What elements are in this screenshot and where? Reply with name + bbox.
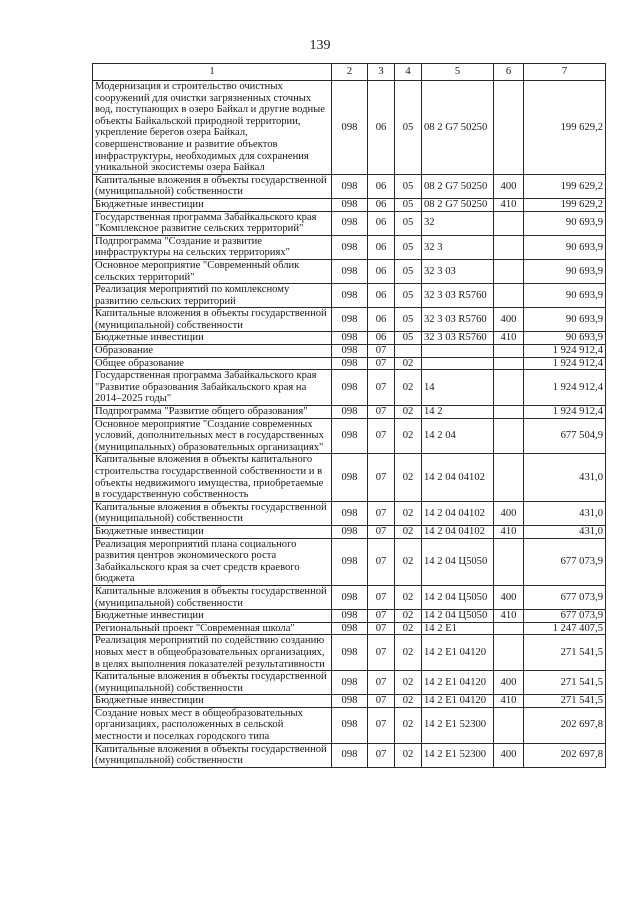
subsection-code-cell: 02 bbox=[395, 585, 422, 609]
expense-type-cell bbox=[494, 418, 524, 454]
amount-cell: 202 697,8 bbox=[524, 743, 606, 767]
table-row bbox=[93, 538, 606, 585]
amount-cell: 1 924 912,4 bbox=[524, 357, 606, 370]
table-row bbox=[93, 418, 606, 454]
expense-type-cell bbox=[494, 622, 524, 635]
expense-type-cell: 400 bbox=[494, 743, 524, 767]
row-name-cell: Общее образование bbox=[93, 357, 332, 370]
grbs-code-cell: 098 bbox=[332, 743, 368, 767]
row-name-cell: Бюджетные инвестиции bbox=[93, 610, 332, 623]
table-row bbox=[93, 235, 606, 259]
expense-type-cell: 400 bbox=[494, 585, 524, 609]
table-row bbox=[93, 357, 606, 370]
amount-cell: 431,0 bbox=[524, 454, 606, 501]
target-article-cell: 14 2 E1 52300 bbox=[422, 743, 494, 767]
grbs-code-cell: 098 bbox=[332, 81, 368, 175]
section-code-cell: 07 bbox=[368, 610, 395, 623]
target-article-cell bbox=[422, 345, 494, 358]
grbs-code-cell: 098 bbox=[332, 501, 368, 525]
target-article-cell: 14 2 E1 52300 bbox=[422, 707, 494, 743]
table-row bbox=[93, 585, 606, 609]
expense-type-cell bbox=[494, 259, 524, 283]
table-row bbox=[93, 332, 606, 345]
grbs-code-cell: 098 bbox=[332, 671, 368, 695]
subsection-code-cell: 02 bbox=[395, 525, 422, 538]
section-code-cell: 06 bbox=[368, 308, 395, 332]
section-code-cell: 07 bbox=[368, 454, 395, 501]
target-article-cell: 14 2 04 Ц5050 bbox=[422, 538, 494, 585]
grbs-code-cell: 098 bbox=[332, 622, 368, 635]
subsection-code-cell: 02 bbox=[395, 418, 422, 454]
amount-cell: 271 541,5 bbox=[524, 671, 606, 695]
subsection-code-cell: 05 bbox=[395, 235, 422, 259]
column-header: 5 bbox=[422, 64, 494, 81]
row-name-cell: Капитальные вложения в объекты государственной (муниципальной) собственности bbox=[93, 671, 332, 695]
grbs-code-cell: 098 bbox=[332, 332, 368, 345]
table-row bbox=[93, 308, 606, 332]
target-article-cell: 14 2 04 04102 bbox=[422, 454, 494, 501]
expense-type-cell: 410 bbox=[494, 198, 524, 211]
amount-cell: 271 541,5 bbox=[524, 635, 606, 671]
table-row bbox=[93, 635, 606, 671]
row-name-cell: Бюджетные инвестиции bbox=[93, 525, 332, 538]
section-code-cell: 07 bbox=[368, 538, 395, 585]
amount-cell: 1 924 912,4 bbox=[524, 370, 606, 406]
subsection-code-cell: 02 bbox=[395, 357, 422, 370]
grbs-code-cell: 098 bbox=[332, 198, 368, 211]
section-code-cell: 07 bbox=[368, 357, 395, 370]
row-name-cell: Региональный проект "Современная школа" bbox=[93, 622, 332, 635]
amount-cell: 199 629,2 bbox=[524, 174, 606, 198]
table-row bbox=[93, 174, 606, 198]
amount-cell: 1 247 407,5 bbox=[524, 622, 606, 635]
target-article-cell: 14 2 E1 bbox=[422, 622, 494, 635]
table-row bbox=[93, 743, 606, 767]
row-name-cell: Реализация мероприятий по комплексному развитию сельских территорий bbox=[93, 284, 332, 308]
target-article-cell: 08 2 G7 50250 bbox=[422, 174, 494, 198]
section-code-cell: 07 bbox=[368, 418, 395, 454]
target-article-cell: 14 2 E1 04120 bbox=[422, 671, 494, 695]
amount-cell: 1 924 912,4 bbox=[524, 406, 606, 419]
row-name-cell: Бюджетные инвестиции bbox=[93, 695, 332, 708]
expense-type-cell bbox=[494, 406, 524, 419]
section-code-cell: 07 bbox=[368, 525, 395, 538]
section-code-cell: 07 bbox=[368, 695, 395, 708]
subsection-code-cell: 02 bbox=[395, 635, 422, 671]
subsection-code-cell: 05 bbox=[395, 174, 422, 198]
grbs-code-cell: 098 bbox=[332, 454, 368, 501]
subsection-code-cell: 02 bbox=[395, 743, 422, 767]
amount-cell: 1 924 912,4 bbox=[524, 345, 606, 358]
row-name-cell: Капитальные вложения в объекты государственной (муниципальной) собственности bbox=[93, 174, 332, 198]
section-code-cell: 06 bbox=[368, 259, 395, 283]
row-name-cell: Подпрограмма "Развитие общего образования" bbox=[93, 406, 332, 419]
table-row bbox=[93, 259, 606, 283]
amount-cell: 271 541,5 bbox=[524, 695, 606, 708]
section-code-cell: 06 bbox=[368, 198, 395, 211]
expense-type-cell: 410 bbox=[494, 610, 524, 623]
subsection-code-cell: 02 bbox=[395, 622, 422, 635]
expense-type-cell bbox=[494, 81, 524, 175]
grbs-code-cell: 098 bbox=[332, 525, 368, 538]
expense-type-cell: 400 bbox=[494, 174, 524, 198]
expense-type-cell bbox=[494, 357, 524, 370]
subsection-code-cell: 02 bbox=[395, 707, 422, 743]
table-row bbox=[93, 370, 606, 406]
subsection-code-cell: 05 bbox=[395, 259, 422, 283]
grbs-code-cell: 098 bbox=[332, 635, 368, 671]
grbs-code-cell: 098 bbox=[332, 235, 368, 259]
expense-type-cell bbox=[494, 345, 524, 358]
grbs-code-cell: 098 bbox=[332, 211, 368, 235]
table-row bbox=[93, 345, 606, 358]
section-code-cell: 06 bbox=[368, 211, 395, 235]
section-code-cell: 06 bbox=[368, 284, 395, 308]
grbs-code-cell: 098 bbox=[332, 707, 368, 743]
amount-cell: 202 697,8 bbox=[524, 707, 606, 743]
table-row bbox=[93, 610, 606, 623]
amount-cell: 677 504,9 bbox=[524, 418, 606, 454]
target-article-cell: 14 bbox=[422, 370, 494, 406]
target-article-cell: 14 2 E1 04120 bbox=[422, 695, 494, 708]
row-name-cell: Модернизация и строительство очистных сооружений для очистки загрязненных сточных вод, поступающих в озеро Байкал и другие водные объекты Байкальской природной территории, укрепление берегов озера Байкал, совершенствование и развитие объектов инфраструктуры, необходимых для сохранения уникальной экосистемы озера Байкал bbox=[93, 81, 332, 175]
section-code-cell: 06 bbox=[368, 174, 395, 198]
expense-type-cell: 410 bbox=[494, 332, 524, 345]
target-article-cell: 14 2 04 04102 bbox=[422, 501, 494, 525]
expense-type-cell: 410 bbox=[494, 695, 524, 708]
row-name-cell: Реализация мероприятий плана социального развития центров экономического роста Забайкальского края за счет средств краевого бюджета bbox=[93, 538, 332, 585]
row-name-cell: Реализация мероприятий по содействию созданию новых мест в общеобразовательных организациях, в целях выполнения показателей результативности bbox=[93, 635, 332, 671]
expense-type-cell: 400 bbox=[494, 671, 524, 695]
subsection-code-cell: 02 bbox=[395, 501, 422, 525]
subsection-code-cell: 05 bbox=[395, 81, 422, 175]
grbs-code-cell: 098 bbox=[332, 418, 368, 454]
table-row bbox=[93, 284, 606, 308]
amount-cell: 90 693,9 bbox=[524, 332, 606, 345]
table-row bbox=[93, 525, 606, 538]
section-code-cell: 07 bbox=[368, 622, 395, 635]
amount-cell: 90 693,9 bbox=[524, 284, 606, 308]
subsection-code-cell: 05 bbox=[395, 284, 422, 308]
target-article-cell: 32 3 03 bbox=[422, 259, 494, 283]
row-name-cell: Основное мероприятие "Современный облик сельских территорий" bbox=[93, 259, 332, 283]
row-name-cell: Государственная программа Забайкальского края "Развитие образования Забайкальского края на 2014–2025 годы" bbox=[93, 370, 332, 406]
subsection-code-cell: 05 bbox=[395, 308, 422, 332]
expense-type-cell bbox=[494, 211, 524, 235]
target-article-cell: 14 2 04 Ц5050 bbox=[422, 610, 494, 623]
section-code-cell: 06 bbox=[368, 235, 395, 259]
section-code-cell: 07 bbox=[368, 406, 395, 419]
grbs-code-cell: 098 bbox=[332, 308, 368, 332]
grbs-code-cell: 098 bbox=[332, 357, 368, 370]
subsection-code-cell: 02 bbox=[395, 406, 422, 419]
target-article-cell: 08 2 G7 50250 bbox=[422, 198, 494, 211]
amount-cell: 677 073,9 bbox=[524, 585, 606, 609]
row-name-cell: Образование bbox=[93, 345, 332, 358]
target-article-cell: 32 3 03 R5760 bbox=[422, 284, 494, 308]
expense-type-cell bbox=[494, 284, 524, 308]
column-header: 3 bbox=[368, 64, 395, 81]
expense-type-cell: 400 bbox=[494, 308, 524, 332]
subsection-code-cell: 02 bbox=[395, 370, 422, 406]
grbs-code-cell: 098 bbox=[332, 538, 368, 585]
section-code-cell: 07 bbox=[368, 743, 395, 767]
section-code-cell: 07 bbox=[368, 585, 395, 609]
subsection-code-cell: 05 bbox=[395, 211, 422, 235]
table-header-row bbox=[93, 64, 606, 81]
row-name-cell: Капитальные вложения в объекты государственной (муниципальной) собственности bbox=[93, 308, 332, 332]
grbs-code-cell: 098 bbox=[332, 284, 368, 308]
section-code-cell: 06 bbox=[368, 332, 395, 345]
grbs-code-cell: 098 bbox=[332, 585, 368, 609]
amount-cell: 90 693,9 bbox=[524, 235, 606, 259]
row-name-cell: Капитальные вложения в объекты государственной (муниципальной) собственности bbox=[93, 743, 332, 767]
subsection-code-cell: 05 bbox=[395, 198, 422, 211]
column-header: 1 bbox=[93, 64, 332, 81]
row-name-cell: Капитальные вложения в объекты капитального строительства государственной собственности и в объекты недвижимого имущества, приобретаемые в государственную собственность bbox=[93, 454, 332, 501]
expense-type-cell bbox=[494, 235, 524, 259]
grbs-code-cell: 098 bbox=[332, 695, 368, 708]
section-code-cell: 07 bbox=[368, 635, 395, 671]
row-name-cell: Подпрограмма "Создание и развитие инфраструктуры на сельских территориях" bbox=[93, 235, 332, 259]
row-name-cell: Создание новых мест в общеобразовательных организациях, расположенных в сельской местности и поселках городского типа bbox=[93, 707, 332, 743]
grbs-code-cell: 098 bbox=[332, 259, 368, 283]
subsection-code-cell: 02 bbox=[395, 454, 422, 501]
amount-cell: 90 693,9 bbox=[524, 211, 606, 235]
target-article-cell bbox=[422, 357, 494, 370]
grbs-code-cell: 098 bbox=[332, 610, 368, 623]
target-article-cell: 32 bbox=[422, 211, 494, 235]
grbs-code-cell: 098 bbox=[332, 345, 368, 358]
grbs-code-cell: 098 bbox=[332, 406, 368, 419]
amount-cell: 199 629,2 bbox=[524, 81, 606, 175]
target-article-cell: 14 2 04 bbox=[422, 418, 494, 454]
target-article-cell: 14 2 04 Ц5050 bbox=[422, 585, 494, 609]
target-article-cell: 14 2 bbox=[422, 406, 494, 419]
table-row bbox=[93, 406, 606, 419]
row-name-cell: Бюджетные инвестиции bbox=[93, 198, 332, 211]
table-row bbox=[93, 622, 606, 635]
expense-type-cell bbox=[494, 454, 524, 501]
subsection-code-cell: 05 bbox=[395, 332, 422, 345]
table-row bbox=[93, 211, 606, 235]
expense-type-cell: 400 bbox=[494, 501, 524, 525]
budget-table bbox=[92, 63, 606, 768]
section-code-cell: 07 bbox=[368, 707, 395, 743]
expense-type-cell: 410 bbox=[494, 525, 524, 538]
expense-type-cell bbox=[494, 538, 524, 585]
column-header: 2 bbox=[332, 64, 368, 81]
column-header: 6 bbox=[494, 64, 524, 81]
target-article-cell: 08 2 G7 50250 bbox=[422, 81, 494, 175]
table-row bbox=[93, 695, 606, 708]
amount-cell: 90 693,9 bbox=[524, 259, 606, 283]
table-row bbox=[93, 501, 606, 525]
table-body bbox=[93, 81, 606, 768]
target-article-cell: 14 2 E1 04120 bbox=[422, 635, 494, 671]
row-name-cell: Капитальные вложения в объекты государственной (муниципальной) собственности bbox=[93, 585, 332, 609]
table-row bbox=[93, 198, 606, 211]
amount-cell: 431,0 bbox=[524, 525, 606, 538]
subsection-code-cell: 02 bbox=[395, 671, 422, 695]
row-name-cell: Бюджетные инвестиции bbox=[93, 332, 332, 345]
amount-cell: 90 693,9 bbox=[524, 308, 606, 332]
grbs-code-cell: 098 bbox=[332, 370, 368, 406]
column-header: 7 bbox=[524, 64, 606, 81]
target-article-cell: 32 3 03 R5760 bbox=[422, 332, 494, 345]
section-code-cell: 06 bbox=[368, 81, 395, 175]
table-row bbox=[93, 671, 606, 695]
column-header: 4 bbox=[395, 64, 422, 81]
expense-type-cell bbox=[494, 370, 524, 406]
section-code-cell: 07 bbox=[368, 501, 395, 525]
section-code-cell: 07 bbox=[368, 370, 395, 406]
amount-cell: 677 073,9 bbox=[524, 610, 606, 623]
amount-cell: 199 629,2 bbox=[524, 198, 606, 211]
subsection-code-cell: 02 bbox=[395, 695, 422, 708]
row-name-cell: Государственная программа Забайкальского края "Комплексное развитие сельских территорий" bbox=[93, 211, 332, 235]
subsection-code-cell: 02 bbox=[395, 610, 422, 623]
grbs-code-cell: 098 bbox=[332, 174, 368, 198]
subsection-code-cell: 02 bbox=[395, 538, 422, 585]
target-article-cell: 32 3 03 R5760 bbox=[422, 308, 494, 332]
row-name-cell: Капитальные вложения в объекты государственной (муниципальной) собственности bbox=[93, 501, 332, 525]
page-number: 139 bbox=[309, 38, 331, 53]
table-row bbox=[93, 707, 606, 743]
table-row bbox=[93, 454, 606, 501]
amount-cell: 431,0 bbox=[524, 501, 606, 525]
section-code-cell: 07 bbox=[368, 345, 395, 358]
subsection-code-cell bbox=[395, 345, 422, 358]
expense-type-cell bbox=[494, 635, 524, 671]
section-code-cell: 07 bbox=[368, 671, 395, 695]
row-name-cell: Основное мероприятие "Создание современных условий, дополнительных мест в государственных (муниципальных) образовательных организациях" bbox=[93, 418, 332, 454]
amount-cell: 677 073,9 bbox=[524, 538, 606, 585]
table-row bbox=[93, 81, 606, 175]
target-article-cell: 14 2 04 04102 bbox=[422, 525, 494, 538]
target-article-cell: 32 3 bbox=[422, 235, 494, 259]
expense-type-cell bbox=[494, 707, 524, 743]
